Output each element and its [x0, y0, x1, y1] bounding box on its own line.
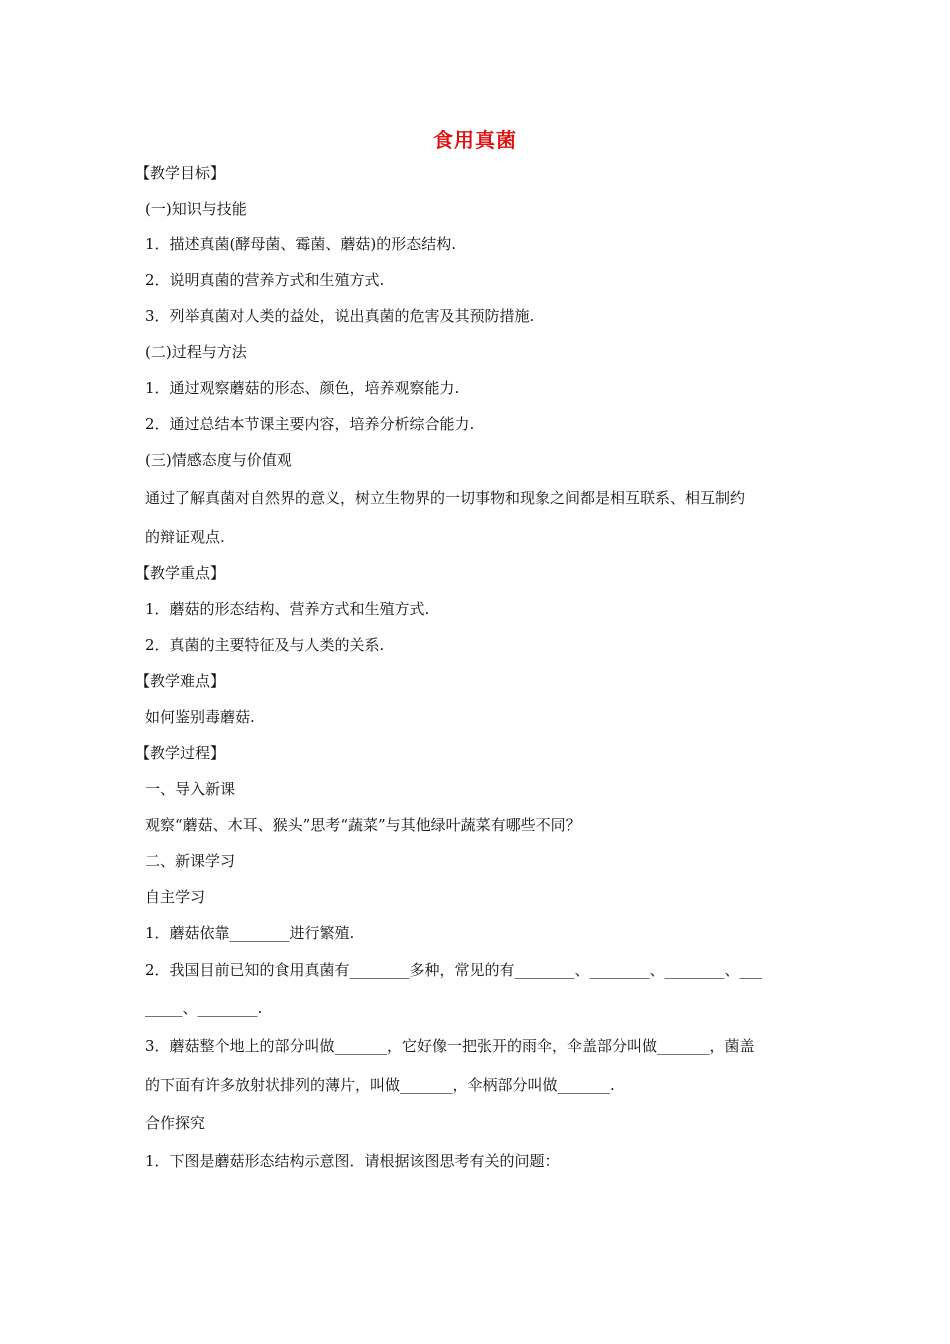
- section-new-lesson: 二、新课学习: [145, 852, 236, 870]
- heading-key-points: 【教学重点】: [135, 564, 226, 582]
- fill-blank-question: 2．我国目前已知的食用真菌有________多种，常见的有________、________、________、___: [145, 961, 763, 979]
- paragraph-text: 如何鉴别毒蘑菇.: [145, 708, 255, 726]
- paragraph-text: 的辩证观点.: [145, 528, 225, 546]
- page-title: 食用真菌: [433, 128, 517, 152]
- subheading-self-study: 自主学习: [145, 888, 206, 906]
- heading-objectives: 【教学目标】: [135, 164, 226, 182]
- heading-process: 【教学过程】: [135, 744, 226, 762]
- subheading-attitude: (三)情感态度与价值观: [145, 451, 292, 469]
- section-intro: 一、导入新课: [145, 780, 236, 798]
- subheading-cooperation: 合作探究: [145, 1114, 206, 1132]
- list-item: 2．通过总结本节课主要内容，培养分析综合能力.: [145, 415, 475, 433]
- heading-difficulties: 【教学难点】: [135, 672, 226, 690]
- fill-blank-question: 的下面有许多放射状排列的薄片，叫做_______，伞柄部分叫做_______.: [145, 1076, 615, 1094]
- list-item: 1．描述真菌(酵母菌、霉菌、蘑菇)的形态结构.: [145, 235, 457, 253]
- question-text: 1．下图是蘑菇形态结构示意图．请根据该图思考有关的问题：: [145, 1152, 560, 1170]
- paragraph-text: 观察“蘑菇、木耳、猴头”思考“蔬菜”与其他绿叶蔬菜有哪些不同？: [145, 816, 581, 834]
- fill-blank-question: 1．蘑菇依靠________进行繁殖.: [145, 924, 355, 942]
- list-item: 2．说明真菌的营养方式和生殖方式.: [145, 271, 385, 289]
- fill-blank-question: 3．蘑菇整个地上的部分叫做_______，它好像一把张开的雨伞，伞盖部分叫做_______，菌盖: [145, 1037, 755, 1055]
- subheading-knowledge: (一)知识与技能: [145, 200, 247, 218]
- list-item: 2．真菌的主要特征及与人类的关系.: [145, 636, 385, 654]
- list-item: 1．通过观察蘑菇的形态、颜色，培养观察能力.: [145, 379, 460, 397]
- list-item: 3．列举真菌对人类的益处，说出真菌的危害及其预防措施.: [145, 307, 535, 325]
- list-item: 1．蘑菇的形态结构、营养方式和生殖方式.: [145, 600, 430, 618]
- paragraph-text: 通过了解真菌对自然界的意义，树立生物界的一切事物和现象之间都是相互联系、相互制约: [145, 489, 746, 507]
- fill-blank-question: _____、________.: [145, 999, 263, 1017]
- subheading-process: (二)过程与方法: [145, 343, 247, 361]
